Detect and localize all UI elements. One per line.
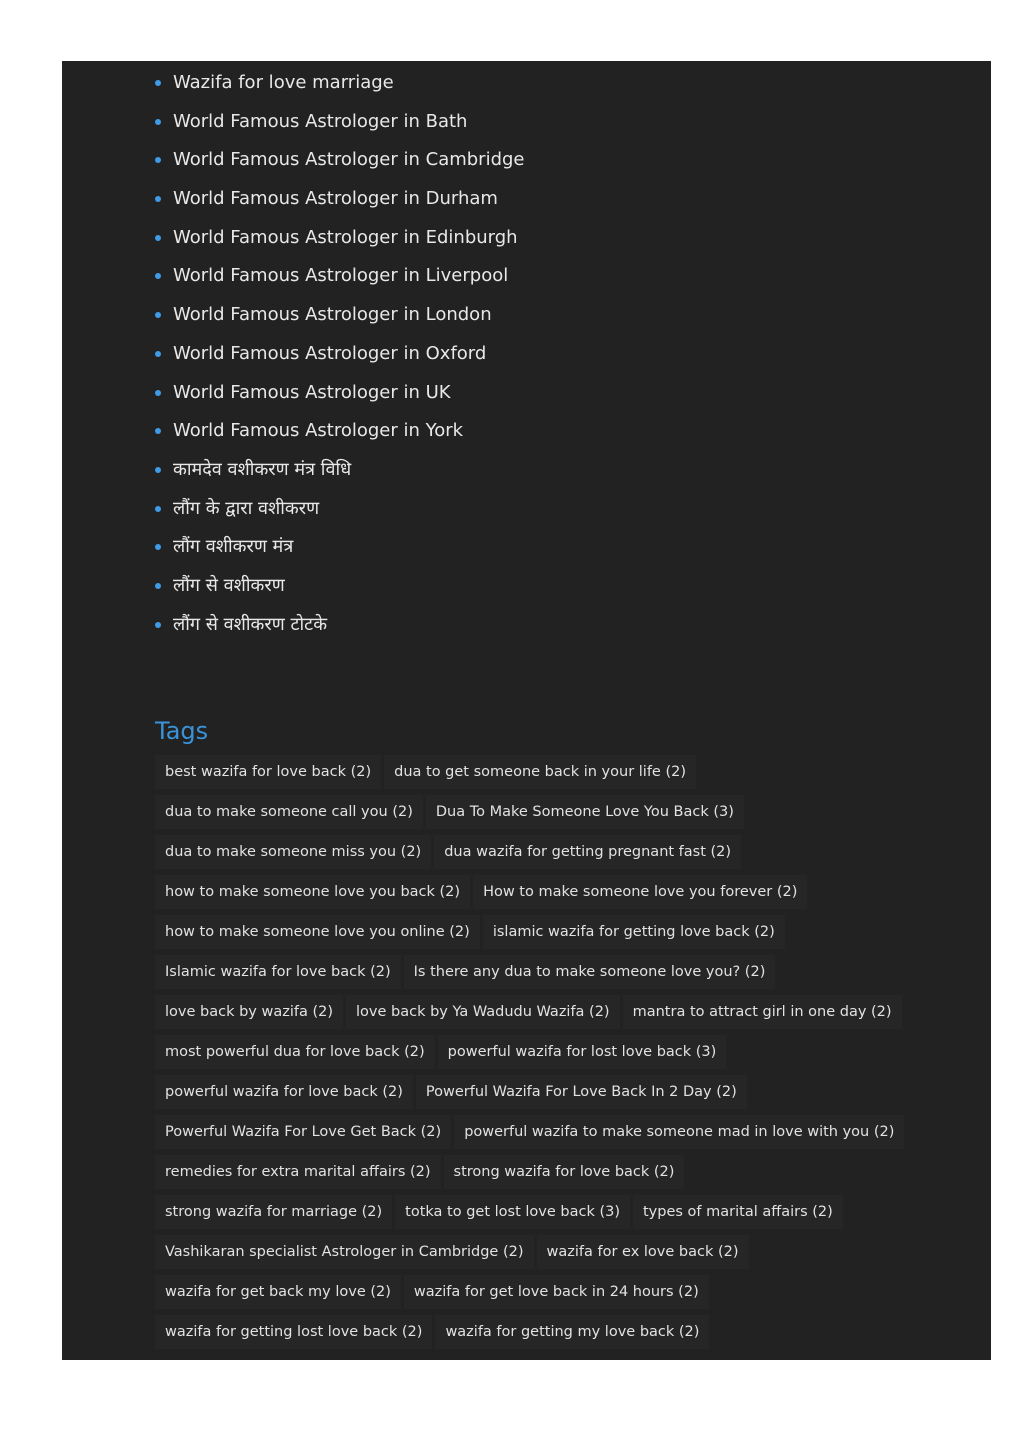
tag-row xyxy=(155,1115,915,1155)
category-link[interactable] xyxy=(155,452,525,491)
bullet-icon xyxy=(155,544,161,550)
tag-link[interactable]: love back by wazifa (2) xyxy=(155,995,343,1029)
sidebar-widget-panel xyxy=(62,61,991,1360)
category-link[interactable] xyxy=(155,220,525,259)
category-link[interactable] xyxy=(155,336,525,375)
bullet-icon xyxy=(155,506,161,512)
tag-link[interactable]: dua to make someone miss you (2) xyxy=(155,835,431,869)
tag-link[interactable]: Islamic wazifa for love back (2) xyxy=(155,955,401,989)
bullet-icon xyxy=(155,312,161,318)
category-link[interactable] xyxy=(155,181,525,220)
category-label: लौंग से वशीकरण टोटके xyxy=(173,613,328,635)
category-label: World Famous Astrologer in UK xyxy=(173,381,451,403)
category-label: कामदेव वशीकरण मंत्र विधि xyxy=(173,458,352,480)
category-link[interactable] xyxy=(155,413,525,452)
tag-row xyxy=(155,795,915,835)
tag-link[interactable]: wazifa for get love back in 24 hours (2) xyxy=(404,1275,709,1309)
tag-link[interactable]: wazifa for getting lost love back (2) xyxy=(155,1315,432,1349)
tag-link[interactable]: dua to make someone call you (2) xyxy=(155,795,423,829)
tag-link[interactable]: most powerful dua for love back (2) xyxy=(155,1035,435,1069)
tag-row xyxy=(155,1155,915,1195)
bullet-icon xyxy=(155,119,161,125)
category-label: World Famous Astrologer in Cambridge xyxy=(173,149,525,171)
tag-row xyxy=(155,1195,915,1235)
tag-link[interactable]: how to make someone love you back (2) xyxy=(155,875,470,909)
tag-row xyxy=(155,1315,915,1355)
tag-link[interactable]: love back by Ya Wadudu Wazifa (2) xyxy=(346,995,620,1029)
bullet-icon xyxy=(155,622,161,628)
category-link[interactable] xyxy=(155,529,525,568)
category-list xyxy=(155,65,525,645)
category-label: लौंग वशीकरण मंत्र xyxy=(173,536,294,558)
category-label: World Famous Astrologer in Oxford xyxy=(173,342,487,364)
tag-link[interactable]: types of marital affairs (2) xyxy=(633,1195,843,1229)
category-link[interactable] xyxy=(155,568,525,607)
tag-link[interactable]: wazifa for getting my love back (2) xyxy=(435,1315,709,1349)
category-label: लौंग के द्वारा वशीकरण xyxy=(173,497,320,519)
tag-link[interactable]: Is there any dua to make someone love you? (2) xyxy=(404,955,776,989)
bullet-icon xyxy=(155,273,161,279)
category-link[interactable] xyxy=(155,142,525,181)
category-link[interactable] xyxy=(155,375,525,414)
tag-link[interactable]: Powerful Wazifa For Love Get Back (2) xyxy=(155,1115,451,1149)
tag-cloud xyxy=(155,755,915,1355)
tag-row xyxy=(155,755,915,795)
bullet-icon xyxy=(155,351,161,357)
tag-link[interactable]: powerful wazifa to make someone mad in love with you (2) xyxy=(454,1115,904,1149)
tag-row xyxy=(155,915,915,955)
category-label: World Famous Astrologer in Liverpool xyxy=(173,265,509,287)
tag-link[interactable]: dua wazifa for getting pregnant fast (2) xyxy=(434,835,741,869)
tag-row xyxy=(155,875,915,915)
category-link[interactable] xyxy=(155,297,525,336)
tag-row xyxy=(155,955,915,995)
category-label: Wazifa for love marriage xyxy=(173,72,394,93)
tag-link[interactable]: mantra to attract girl in one day (2) xyxy=(623,995,902,1029)
category-label: World Famous Astrologer in Durham xyxy=(173,188,498,210)
bullet-icon xyxy=(155,196,161,202)
tag-link[interactable]: remedies for extra marital affairs (2) xyxy=(155,1155,441,1189)
bullet-icon xyxy=(155,428,161,434)
tag-link[interactable]: Dua To Make Someone Love You Back (3) xyxy=(426,795,744,829)
tag-link[interactable]: How to make someone love you forever (2) xyxy=(473,875,807,909)
category-link[interactable] xyxy=(155,607,525,646)
tag-link[interactable]: powerful wazifa for love back (2) xyxy=(155,1075,413,1109)
tag-link[interactable]: best wazifa for love back (2) xyxy=(155,755,381,789)
tag-row xyxy=(155,835,915,875)
tag-row xyxy=(155,1075,915,1115)
category-label: World Famous Astrologer in London xyxy=(173,304,492,326)
tag-link[interactable]: strong wazifa for marriage (2) xyxy=(155,1195,392,1229)
category-link[interactable] xyxy=(155,65,525,104)
category-link[interactable] xyxy=(155,258,525,297)
category-label: World Famous Astrologer in Edinburgh xyxy=(173,226,518,248)
tags-heading: Tags xyxy=(155,717,209,745)
category-label: World Famous Astrologer in Bath xyxy=(173,110,468,132)
bullet-icon xyxy=(155,467,161,473)
tag-link[interactable]: wazifa for ex love back (2) xyxy=(537,1235,749,1269)
category-link[interactable] xyxy=(155,104,525,143)
tag-link[interactable]: Vashikaran specialist Astrologer in Cambridge (2) xyxy=(155,1235,534,1269)
tag-link[interactable]: islamic wazifa for getting love back (2) xyxy=(483,915,785,949)
tag-row xyxy=(155,995,915,1035)
tag-row xyxy=(155,1235,915,1275)
tag-link[interactable]: totka to get lost love back (3) xyxy=(395,1195,630,1229)
bullet-icon xyxy=(155,157,161,163)
tag-link[interactable]: how to make someone love you online (2) xyxy=(155,915,480,949)
category-link[interactable] xyxy=(155,491,525,530)
category-label: World Famous Astrologer in York xyxy=(173,420,464,442)
tag-row xyxy=(155,1275,915,1315)
category-label: लौंग से वशीकरण xyxy=(173,574,285,596)
bullet-icon xyxy=(155,390,161,396)
bullet-icon xyxy=(155,80,161,86)
bullet-icon xyxy=(155,583,161,589)
tag-link[interactable]: wazifa for get back my love (2) xyxy=(155,1275,401,1309)
tag-link[interactable]: dua to get someone back in your life (2) xyxy=(384,755,696,789)
tag-row xyxy=(155,1035,915,1075)
tag-link[interactable]: Powerful Wazifa For Love Back In 2 Day (2) xyxy=(416,1075,747,1109)
tag-link[interactable]: strong wazifa for love back (2) xyxy=(444,1155,685,1189)
tag-link[interactable]: powerful wazifa for lost love back (3) xyxy=(438,1035,727,1069)
bullet-icon xyxy=(155,235,161,241)
